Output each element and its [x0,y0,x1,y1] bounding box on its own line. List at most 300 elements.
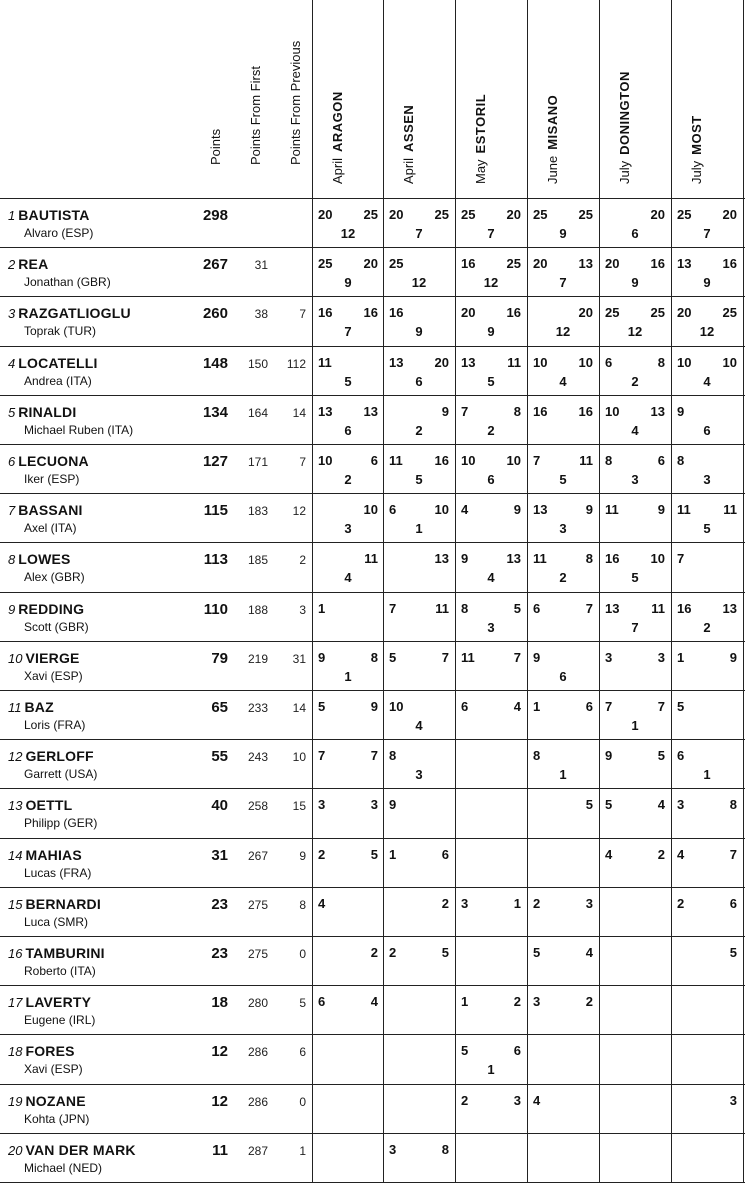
points-from-first: 150 [247,356,268,371]
race2-points: 20 [650,207,665,222]
rider-surname: REDDING [18,600,85,617]
rider-points: 12 [211,1092,228,1110]
race2-points: 4 [585,945,593,960]
race1-points: 20 [389,207,404,222]
race2-points: 13 [722,600,737,616]
race2-points: 5 [513,600,521,616]
points-from-first: 267 [247,848,268,863]
race2-points: 25 [434,207,449,222]
rider-given-name: Scott (GBR) [24,619,89,634]
round-venue: ASSEN [401,104,416,152]
race1-points: 10 [677,354,692,370]
race1-points: 9 [389,797,397,813]
rider-position: 3 [8,306,16,322]
round-header-donington [617,71,632,184]
race2-points: 7 [513,649,521,665]
table-row [0,247,745,296]
race2-points: 6 [513,1043,521,1059]
table-row [0,985,745,1034]
superpole-points: 7 [344,324,352,340]
rider-name [8,1093,86,1109]
race1-points: 3 [461,895,469,911]
rider-name [8,207,90,223]
table-row [0,542,745,591]
superpole-points: 12 [483,275,499,291]
race2-points: 5 [729,945,737,960]
race2-points: 2 [370,945,378,960]
header-points-from-previous-label: Points From Previous [288,40,303,165]
rider-surname: VIERGE [25,649,80,666]
race1-points: 13 [389,354,404,370]
superpole-points: 5 [344,373,352,389]
rider-position: 9 [8,601,16,617]
points-from-first: 243 [247,750,268,765]
race1-points: 20 [605,256,620,272]
race1-points: 3 [677,797,685,813]
race2-points: 7 [657,699,665,714]
header-points [200,0,230,196]
rider-position: 20 [8,1142,23,1158]
race1-points: 10 [389,699,404,714]
superpole-points: 6 [631,226,639,241]
rider-surname: VAN DER MARK [25,1141,136,1158]
race1-points: 2 [389,945,397,960]
rider-name [8,1142,136,1158]
race2-points: 6 [441,846,449,862]
points-from-first: 280 [247,996,268,1011]
rider-position: 6 [8,454,16,469]
race2-points: 4 [513,699,521,714]
rider-name [8,355,98,371]
race1-points: 20 [533,256,548,272]
rider-name [8,256,48,272]
race1-points: 25 [461,207,476,222]
points-from-previous: 9 [299,848,306,863]
rider-points: 267 [202,256,228,274]
race2-points: 20 [434,354,449,370]
race2-points: 25 [650,305,665,321]
rider-surname: REA [18,256,49,273]
header-points-from-first [240,0,270,196]
superpole-points: 7 [631,619,639,635]
points-from-previous: 14 [292,701,306,715]
rider-position: 15 [8,896,23,912]
points-from-first: 286 [247,1094,268,1109]
rider-name [8,797,72,813]
points-from-previous: 15 [292,799,306,814]
rider-given-name: Xavi (ESP) [24,1062,83,1077]
race1-points: 25 [677,207,692,222]
superpole-points: 3 [631,472,639,487]
round-month: July [617,160,632,184]
rider-given-name: Lucas (FRA) [24,865,92,880]
rider-given-name: Xavi (ESP) [24,668,83,683]
superpole-points: 1 [631,718,639,733]
race1-points: 25 [533,207,548,222]
points-from-first: 171 [247,455,268,469]
race2-points: 8 [729,797,737,813]
race1-points: 16 [605,551,620,567]
race2-points: 2 [441,895,449,911]
points-from-first: 287 [247,1143,268,1158]
rider-surname: BASSANI [18,502,83,519]
points-from-first: 183 [247,504,268,519]
rider-name [8,404,76,420]
rider-name [8,699,54,715]
race2-points: 9 [657,502,665,518]
race1-points: 9 [605,748,613,764]
superpole-points: 6 [415,373,423,389]
race1-points: 3 [605,649,613,665]
rider-points: 23 [211,895,228,913]
table-row [0,346,745,395]
race1-points: 16 [533,403,548,419]
rider-given-name: Andrea (ITA) [24,373,92,388]
race1-points: 25 [389,256,404,272]
race1-points: 6 [677,748,685,764]
race2-points: 3 [585,895,593,911]
rider-points: 23 [211,945,228,962]
rider-points: 79 [211,649,228,667]
rider-points: 127 [202,453,228,470]
race1-points: 5 [389,649,397,665]
table-row [0,1034,745,1083]
superpole-points: 2 [703,619,711,635]
superpole-points: 6 [344,422,352,438]
superpole-points: 5 [703,521,711,537]
rider-given-name: Michael (NED) [24,1160,103,1175]
race2-points: 13 [650,403,665,419]
race2-points: 7 [370,748,378,764]
race1-points: 10 [605,403,620,419]
race1-points: 13 [533,502,548,518]
race2-points: 16 [363,305,378,321]
race1-points: 6 [461,699,469,714]
round-month: June [545,155,560,184]
race2-points: 8 [585,551,593,567]
rider-given-name: Axel (ITA) [24,521,77,536]
race1-points: 6 [389,502,397,518]
rider-position: 2 [8,257,16,273]
superpole-points: 9 [487,324,495,340]
rider-position: 8 [8,552,16,568]
superpole-points: 5 [415,472,423,487]
rider-given-name: Michael Ruben (ITA) [24,422,134,437]
race1-points: 8 [533,748,541,764]
race2-points: 16 [722,256,737,272]
rider-position: 10 [8,650,23,666]
rider-surname: FORES [25,1043,75,1060]
rider-given-name: Jonathan (GBR) [24,275,111,290]
race2-points: 4 [657,797,665,813]
table-row [0,641,745,690]
race1-points: 4 [677,846,685,862]
rider-points: 260 [202,305,228,323]
race1-points: 5 [605,797,613,813]
superpole-points: 2 [559,570,567,586]
rider-surname: LECUONA [18,453,89,469]
race2-points: 16 [578,403,593,419]
rider-position: 5 [8,404,16,420]
rider-surname: LOCATELLI [18,354,98,371]
race1-points: 20 [318,207,333,222]
superpole-points: 4 [631,422,639,438]
race1-points: 13 [677,256,692,272]
race1-points: 2 [533,895,541,911]
race2-points: 13 [434,551,449,567]
superpole-points: 12 [340,226,356,241]
race1-points: 5 [461,1043,469,1059]
rider-surname: LOWES [18,551,71,568]
rider-position: 11 [8,700,22,715]
race2-points: 8 [513,403,521,419]
race1-points: 3 [533,994,541,1010]
rider-surname: NOZANE [25,1092,86,1109]
race1-points: 1 [533,699,541,714]
round-header-assen [401,105,416,184]
superpole-points: 4 [487,570,495,586]
race1-points: 7 [533,453,541,468]
superpole-points: 1 [487,1062,495,1078]
round-month: July [689,160,704,184]
race2-points: 16 [434,453,449,468]
race2-points: 11 [435,600,449,616]
points-from-previous: 10 [292,750,306,765]
rider-surname: MAHIAS [25,846,82,863]
race1-points: 9 [533,649,541,665]
rider-position: 16 [8,946,23,961]
rider-points: 113 [203,551,228,569]
superpole-points: 3 [559,521,567,537]
points-from-previous: 7 [299,307,306,322]
rider-points: 55 [211,748,228,766]
points-from-first: 275 [247,897,268,912]
race1-points: 3 [389,1141,397,1157]
rider-given-name: Toprak (TUR) [24,324,97,339]
round-month: April [330,157,345,184]
rider-points: 115 [203,502,228,520]
table-row [0,296,745,345]
points-from-previous: 112 [286,356,306,371]
rider-given-name: Philipp (GER) [24,816,98,831]
race2-points: 10 [722,354,737,370]
superpole-points: 7 [487,226,495,241]
superpole-points: 6 [559,668,567,684]
round-venue: MOST [689,115,704,155]
header-points-label: Points [208,128,223,165]
race2-points: 7 [441,649,449,665]
race2-points: 7 [585,600,593,616]
superpole-points: 7 [415,226,423,241]
race1-points: 16 [461,256,476,272]
round-header-most [689,115,704,184]
superpole-points: 5 [559,472,567,487]
round-month: May [473,159,488,184]
rider-points: 40 [211,797,228,815]
race2-points: 11 [723,502,737,518]
race1-points: 16 [318,305,333,321]
race2-points: 9 [585,502,593,518]
points-from-previous: 0 [299,947,306,961]
rider-name [8,748,94,764]
round-venue: ARAGON [330,91,345,152]
points-from-previous: 31 [292,651,306,666]
superpole-points: 3 [344,521,352,537]
superpole-points: 2 [487,422,495,438]
rider-position: 4 [8,355,16,371]
race1-points: 3 [318,797,326,813]
points-from-first: 164 [247,405,268,420]
header-points-from-previous [280,0,310,196]
race2-points: 13 [363,403,378,419]
superpole-points: 4 [559,373,567,389]
round-venue: MISANO [545,94,560,150]
race2-points: 5 [441,945,449,960]
round-month: April [401,157,416,184]
points-from-previous: 14 [292,405,306,420]
race1-points: 5 [318,699,326,714]
points-from-first: 275 [247,947,268,961]
race1-points: 10 [533,354,548,370]
race2-points: 2 [657,846,665,862]
race1-points: 7 [461,403,469,419]
rider-given-name: Loris (FRA) [24,718,86,732]
race1-points: 4 [461,502,469,518]
race1-points: 16 [677,600,692,616]
superpole-points: 3 [415,767,423,783]
race2-points: 10 [578,354,593,370]
race2-points: 20 [506,207,521,222]
superpole-points: 1 [559,767,567,783]
race1-points: 2 [318,846,326,862]
points-from-previous: 0 [299,1094,306,1109]
race2-points: 6 [657,453,665,468]
race1-points: 8 [461,600,469,616]
race2-points: 5 [585,797,593,813]
superpole-points: 6 [703,422,711,438]
superpole-points: 3 [487,619,495,635]
superpole-points: 7 [703,226,711,241]
rider-position: 18 [8,1044,23,1060]
race2-points: 8 [370,649,378,665]
points-from-previous: 6 [299,1045,306,1060]
round-header-misano [545,95,560,184]
race1-points: 13 [461,354,476,370]
race1-points: 5 [677,699,685,714]
rider-name [8,502,83,518]
race1-points: 7 [677,551,685,567]
race1-points: 10 [461,453,476,468]
rider-surname: BAZ [24,699,54,715]
race2-points: 11 [507,354,521,370]
race1-points: 1 [389,846,397,862]
rider-given-name: Kohta (JPN) [24,1111,90,1126]
race2-points: 9 [370,699,378,714]
rider-position: 7 [8,503,16,519]
race1-points: 11 [389,453,403,468]
race1-points: 7 [389,600,397,616]
points-from-previous: 8 [299,897,306,912]
race1-points: 1 [677,649,685,665]
race1-points: 16 [389,305,404,321]
race2-points: 8 [657,354,665,370]
table-row [0,493,745,542]
race1-points: 13 [605,600,620,616]
race2-points: 2 [585,994,593,1010]
race2-points: 10 [650,551,665,567]
rider-points: 11 [212,1141,228,1159]
superpole-points: 1 [415,521,423,537]
race1-points: 20 [461,305,476,321]
race1-points: 20 [677,305,692,321]
table-row [0,739,745,788]
race2-points: 25 [506,256,521,272]
race1-points: 7 [605,699,613,714]
rider-position: 17 [8,995,23,1011]
race2-points: 10 [506,453,521,468]
race2-points: 9 [513,502,521,518]
race1-points: 11 [677,502,691,518]
race1-points: 9 [677,403,685,419]
race1-points: 11 [461,649,475,665]
race1-points: 2 [677,895,685,911]
header-points-from-first-label: Points From First [248,66,263,165]
rider-surname: BERNARDI [25,895,101,912]
race2-points: 9 [729,649,737,665]
rider-given-name: Luca (SMR) [24,914,89,929]
race2-points: 13 [578,256,593,272]
table-row [0,444,745,493]
points-from-first: 286 [247,1045,268,1060]
superpole-points: 4 [703,373,711,389]
race2-points: 3 [657,649,665,665]
race1-points: 1 [461,994,469,1010]
race1-points: 10 [318,453,333,468]
points-from-first: 219 [247,651,268,666]
table-row [0,936,745,985]
rider-position: 13 [8,798,23,814]
rider-given-name: Roberto (ITA) [24,964,96,978]
race1-points: 6 [318,994,326,1010]
rider-surname: RINALDI [18,403,77,420]
race2-points: 20 [363,256,378,272]
table-row [0,887,745,936]
race2-points: 6 [585,699,593,714]
round-header-estoril [473,94,488,184]
race1-points: 6 [533,600,541,616]
points-from-previous: 7 [299,455,306,469]
race2-points: 6 [729,895,737,911]
rider-name [8,847,82,863]
rider-given-name: Alvaro (ESP) [24,226,94,240]
rider-surname: RAZGATLIOGLU [18,305,131,322]
race1-points: 11 [605,502,619,518]
table-row [0,690,745,739]
rider-points: 110 [203,600,228,618]
race1-points: 2 [461,1092,469,1108]
race2-points: 2 [513,994,521,1010]
rider-name [8,453,89,469]
superpole-points: 9 [631,275,639,291]
race2-points: 3 [513,1092,521,1108]
rider-points: 65 [211,699,228,716]
superpole-points: 5 [631,570,639,586]
race1-points: 4 [533,1092,541,1108]
race2-points: 9 [441,403,449,419]
table-row [0,1133,745,1182]
points-from-previous: 12 [292,504,306,519]
rider-position: 14 [8,847,23,863]
